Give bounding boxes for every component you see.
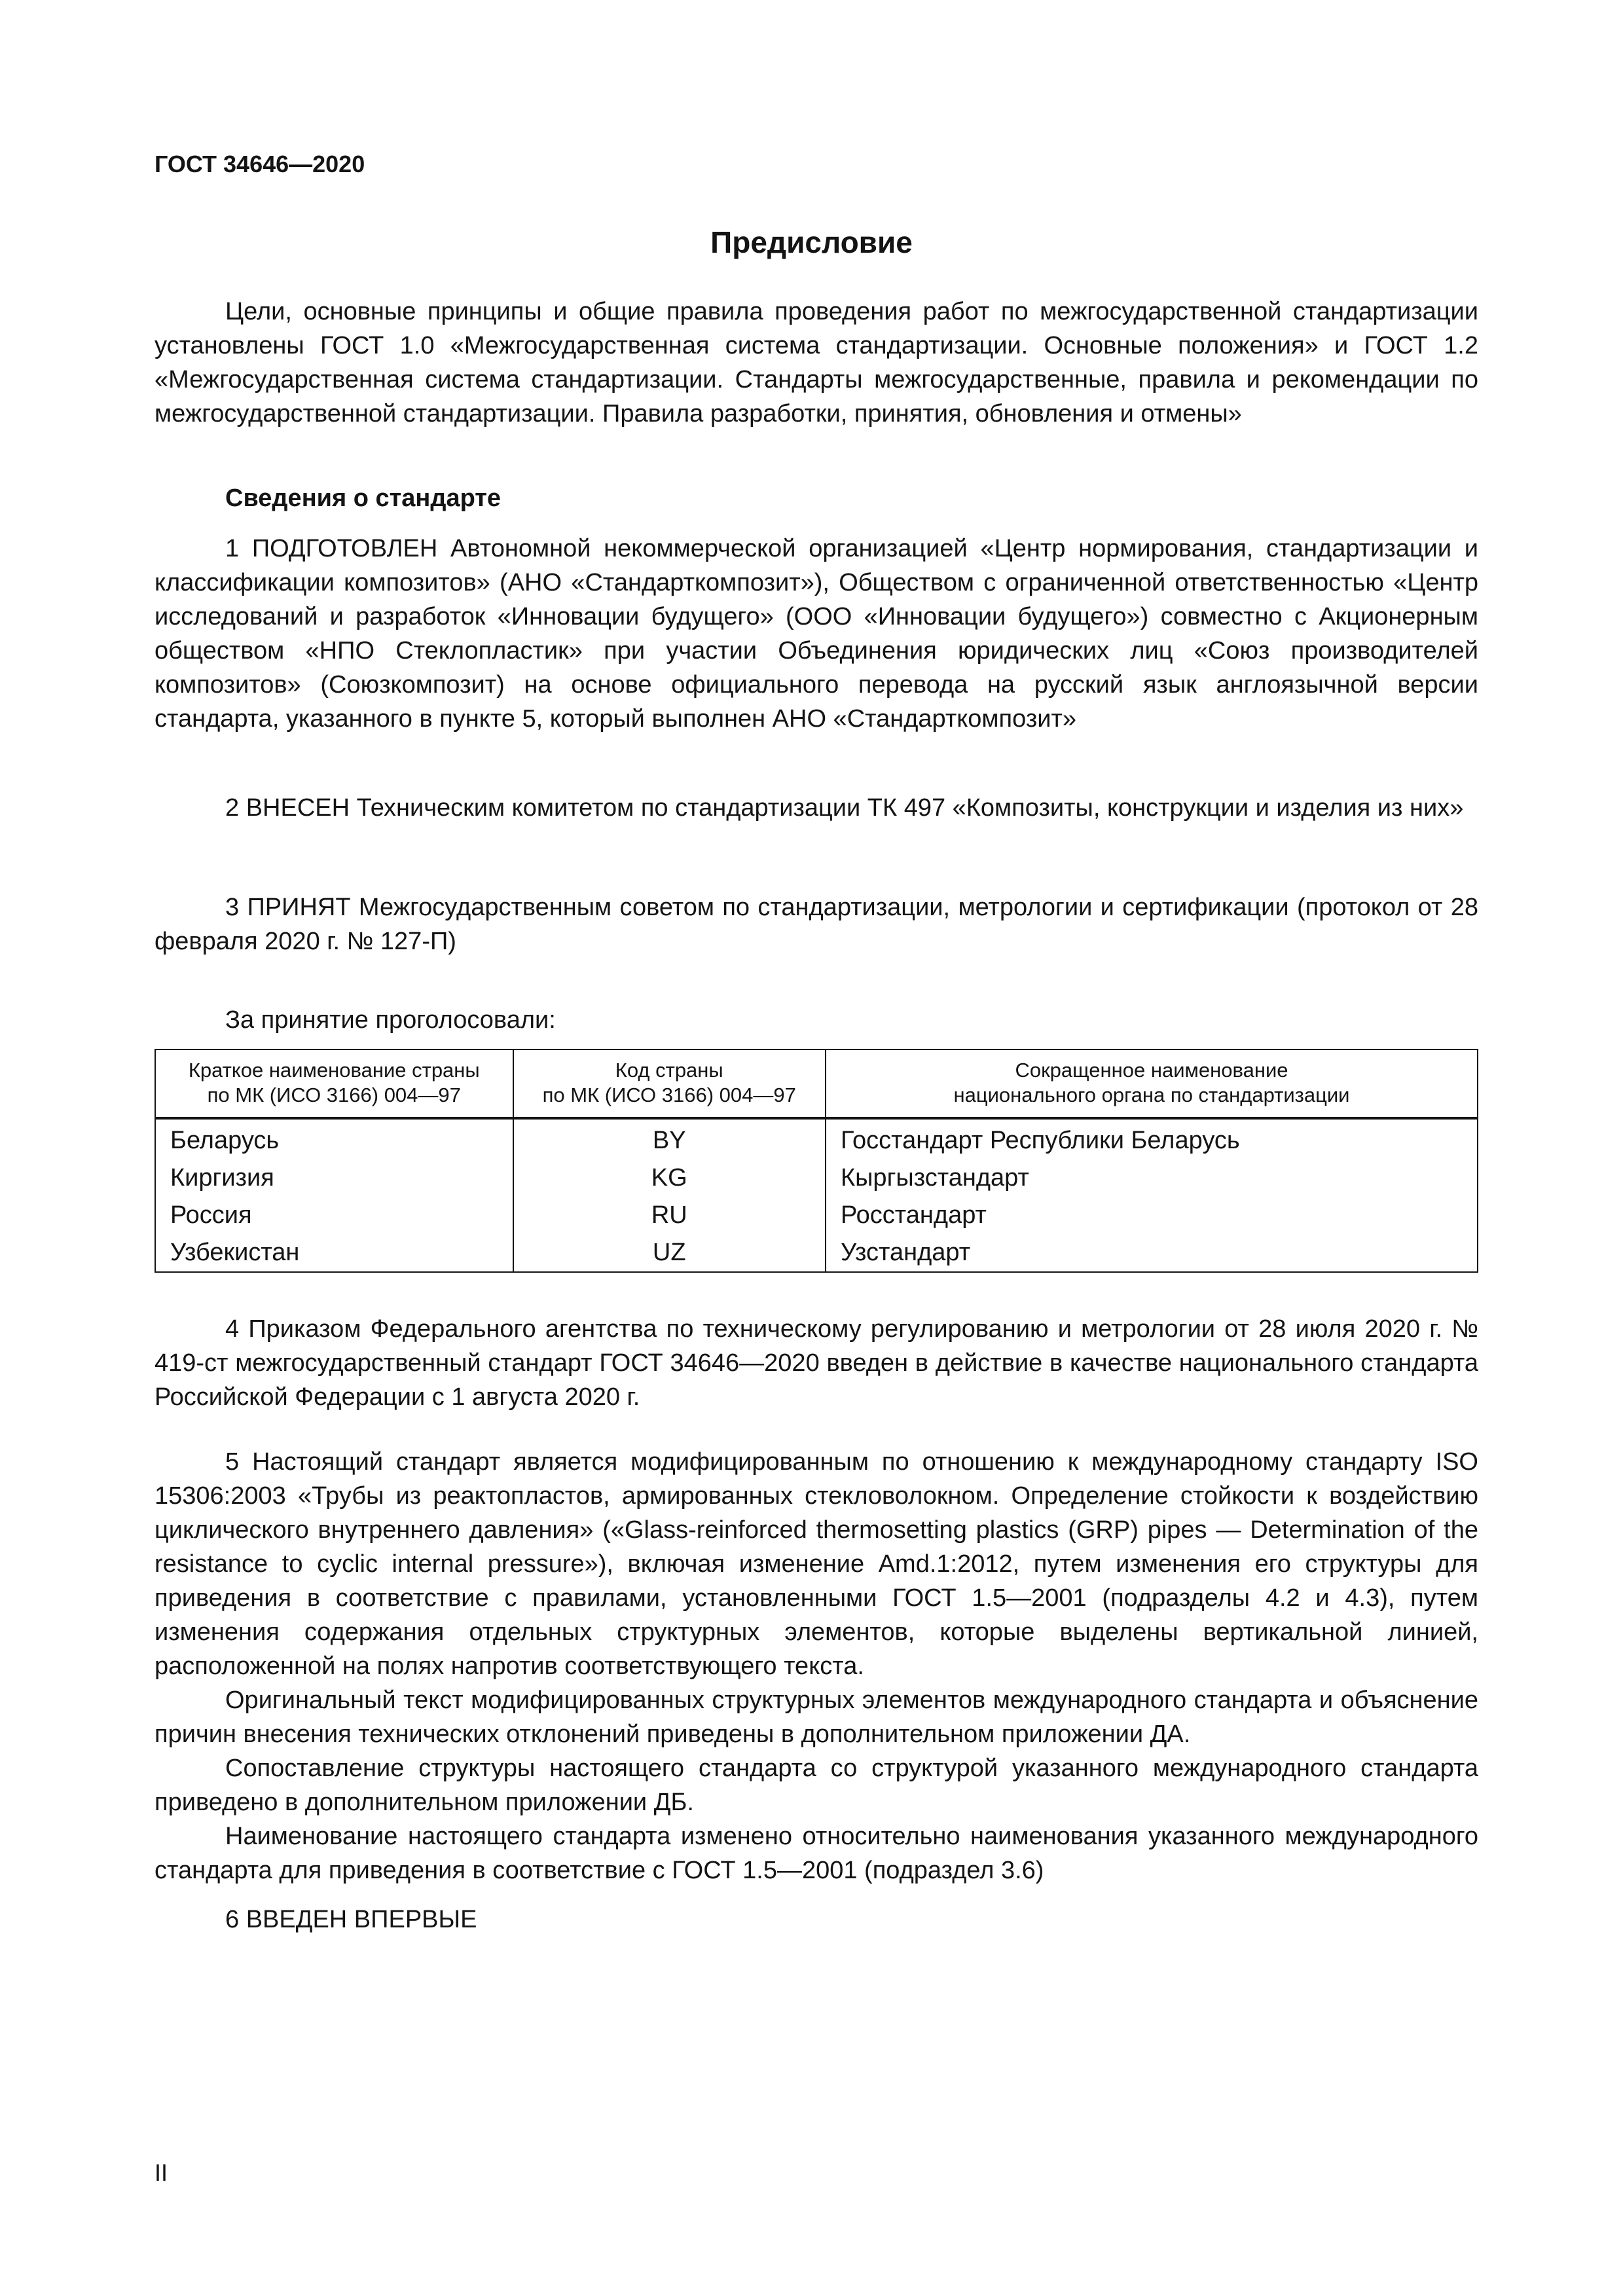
item-5-paragraph: Наименование настоящего стандарта изменено относительно наименования указанного международного стандарта для приведения в соответствие с ГОСТ 1.5—2001 (подраздел 3.6) <box>155 1823 1478 1884</box>
item-2-paragraph: 2 ВНЕСЕН Техническим комитетом по стандартизации ТК 497 «Композиты, конструкции и изделия из них» <box>225 794 1464 822</box>
intro-paragraph: Цели, основные принципы и общие правила проведения работ по межгосударственной стандартизации установлены ГОСТ 1.0 «Межгосударственная система стандартизации. Основные положения» и ГОСТ 1.2 «Межгосударственная система стандартизации. Стандарты межгосударственные, правила и рекомендации по межгосударственной стандартизации. Правила разработки, принятия, обновления и отмены» <box>155 298 1478 428</box>
item-2-section <box>155 791 1478 825</box>
country-cell: Беларусь <box>155 1118 513 1159</box>
code-cell: RU <box>513 1197 826 1234</box>
item-4-paragraph: 4 Приказом Федерального агентства по техническому регулированию и метрологии от 28 июля 2020 г. № 419-ст межгосударственный стандарт ГОСТ 34646—2020 введен в действие в качестве национального стандарта Российской Федерации с 1 августа 2020 г. <box>155 1315 1478 1411</box>
item-3-section <box>155 890 1478 958</box>
item-6-paragraph: 6 ВВЕДЕН ВПЕРВЫЕ <box>225 1906 477 1933</box>
header-line: Сокращенное наименование <box>1015 1059 1288 1082</box>
table-row <box>155 1118 1478 1159</box>
intro-section <box>155 295 1478 431</box>
body-cell: Узстандарт <box>826 1234 1478 1272</box>
item-5-paragraph: 5 Настоящий стандарт является модифицированным по отношению к международному стандарту ISO 15306:2003 «Трубы из реактопластов, армированных стекловолокном. Определение стойкости к воздействию циклического внутреннего давления» («Glass-reinforced thermosetting plastics (GRP) pipes — Determination of the resistance to cyclic internal pressure»), включая изменение Amd.1:2012, путем изменения его структуры для приведения в соответствие с правилами, установленными ГОСТ 1.5—2001 (подразделы 4.2 и 4.3), путем изменения содержания отдельных структурных элементов, которые выделены вертикальной линией, расположенной на полях напротив соответствующего текста. <box>155 1448 1478 1680</box>
table-row <box>155 1197 1478 1234</box>
table-row <box>155 1159 1478 1197</box>
table-header-row <box>155 1049 1478 1118</box>
document-id-header: ГОСТ 34646—2020 <box>155 151 365 177</box>
code-cell: KG <box>513 1159 826 1197</box>
header-country-code <box>513 1049 826 1118</box>
header-line: национального органа по стандартизации <box>953 1084 1350 1106</box>
header-line: Краткое наименование страны <box>188 1059 480 1082</box>
info-heading-section <box>155 481 1478 515</box>
header-country-name <box>155 1049 513 1118</box>
code-cell: UZ <box>513 1234 826 1272</box>
page-title: Предисловие <box>710 225 913 259</box>
table-row <box>155 1234 1478 1272</box>
country-cell: Узбекистан <box>155 1234 513 1272</box>
item-3-paragraph: 3 ПРИНЯТ Межгосударственным советом по стандартизации, метрологии и сертификации (протокол от 28 февраля 2020 г. № 127-П) <box>155 894 1478 955</box>
header-standards-body <box>826 1049 1478 1118</box>
item-5-section <box>155 1445 1478 1887</box>
item-1-section <box>155 532 1478 736</box>
body-cell: Росстандарт <box>826 1197 1478 1234</box>
body-cell: Госстандарт Республики Беларусь <box>826 1118 1478 1159</box>
info-heading: Сведения о стандарте <box>225 484 501 512</box>
code-cell: BY <box>513 1118 826 1159</box>
voting-table <box>155 1049 1478 1273</box>
item-1-paragraph: 1 ПОДГОТОВЛЕН Автономной некоммерческой организацией «Центр нормирования, стандартизации и классификации композитов» (АНО «Стандарткомпозит»), Обществом с ограниченной ответственностью «Центр исследований и разработок «Инновации будущего» (ООО «Инновации будущего») совместно с Акционерным обществом «НПО Стеклопластик» при участии Объединения юридических лиц «Союз производителей композитов» (Союзкомпозит) на основе официального перевода на русский язык англоязычной версии стандарта, указанного в пункте 5, который выполнен АНО «Стандарткомпозит» <box>155 535 1478 733</box>
header-line: по МК (ИСО 3166) 004—97 <box>542 1084 796 1106</box>
country-cell: Киргизия <box>155 1159 513 1197</box>
item-4-section <box>155 1312 1478 1414</box>
item-6-section <box>155 1903 1478 1937</box>
header-line: Код страны <box>615 1059 723 1082</box>
item-5-paragraph: Сопоставление структуры настоящего стандарта со структурой указанного международного стандарта приведено в дополнительном приложении ДБ. <box>155 1755 1478 1816</box>
item-5-paragraph: Оригинальный текст модифицированных структурных элементов международного стандарта и объяснение причин внесения технических отклонений приведены в дополнительном приложении ДА. <box>155 1686 1478 1748</box>
country-cell: Россия <box>155 1197 513 1234</box>
body-cell: Кыргызстандарт <box>826 1159 1478 1197</box>
page-number: II <box>155 2159 168 2186</box>
header-line: по МК (ИСО 3166) 004—97 <box>207 1084 461 1106</box>
vote-label: За принятие проголосовали: <box>225 1006 556 1034</box>
